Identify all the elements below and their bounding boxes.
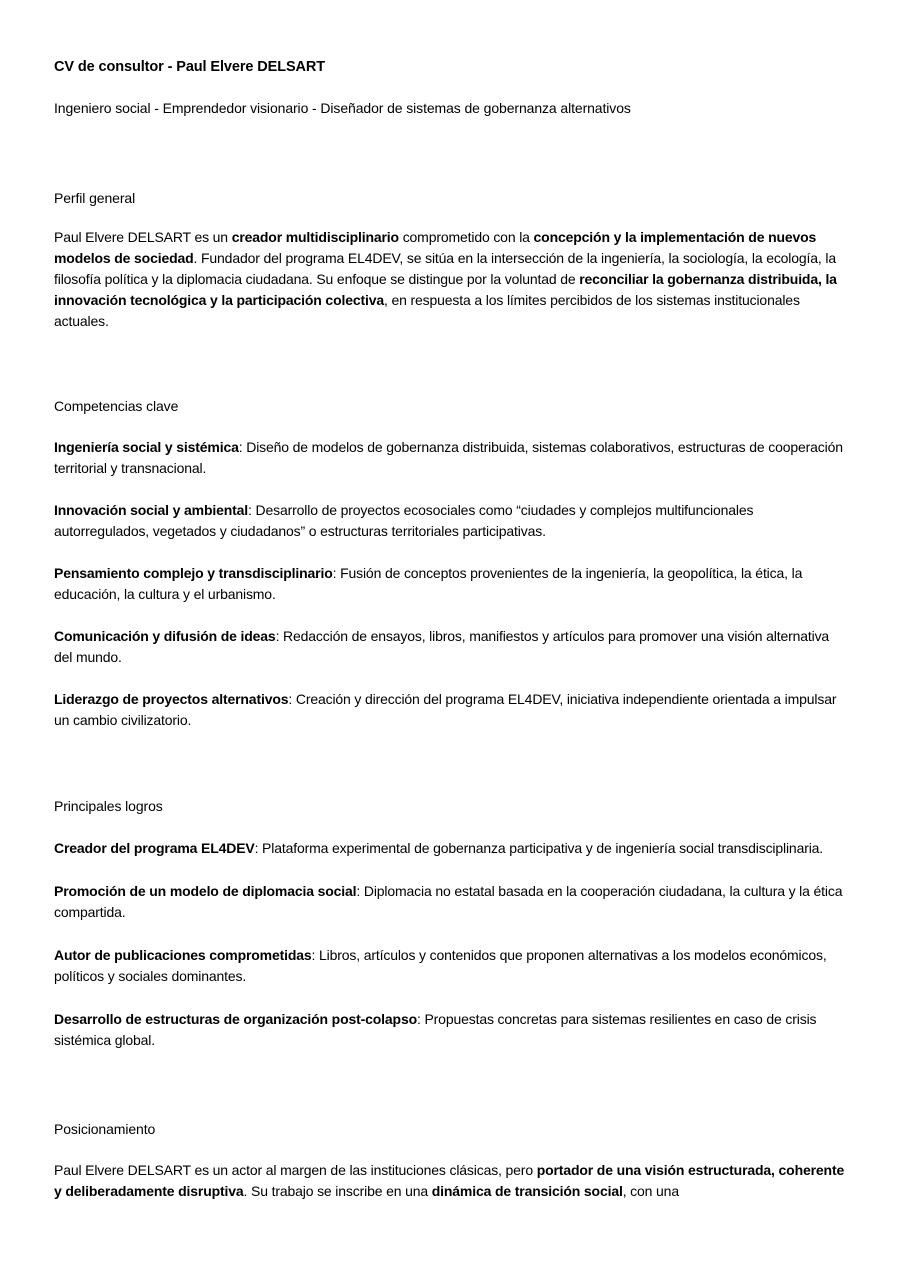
text-run: , con una (622, 1183, 679, 1199)
section-perfil-general (54, 118, 851, 332)
section-heading-perfil-general: Perfil general (54, 190, 136, 206)
list-item-description: : Propuestas concretas para sistemas resilientes en caso de crisis sistémica global. (54, 1011, 817, 1048)
section-heading-principales-logros: Principales logros (54, 798, 163, 814)
list-item-term: Ingeniería social y sistémica (54, 439, 239, 455)
section-principales-logros (54, 731, 851, 1051)
list-item-term: Comunicación y difusión de ideas (54, 628, 276, 644)
list-item (54, 416, 851, 479)
list-item-term: Innovación social y ambiental (54, 502, 249, 518)
section-heading-competencias-clave: Competencias clave (54, 398, 179, 414)
list-item (54, 668, 851, 731)
list-item-description: : Fusión de conceptos provenientes de la ingeniería, la geopolítica, la ética, la educación, la cultura y el urbanismo. (54, 565, 803, 602)
list-item (54, 479, 851, 542)
list-item (54, 816, 851, 859)
list-item-description: : Diseño de modelos de gobernanza distribuida, sistemas colaborativos, estructuras de cooperación territorial y transnacional. (54, 439, 843, 476)
section-competencias-clave (54, 332, 851, 731)
text-run-bold: portador de una visión estructurada, coherente y deliberadamente disruptiva (54, 1162, 845, 1199)
list-item-term: Liderazgo de proyectos alternativos (54, 691, 289, 707)
list-item-term: Desarrollo de estructuras de organización post-colapso (54, 1011, 417, 1027)
list-item-description: : Redacción de ensayos, libros, manifiestos y artículos para promover una visión alternativa del mundo. (54, 628, 830, 665)
list-item (54, 859, 851, 923)
section-posicionamiento (54, 1051, 851, 1202)
text-run-bold: concepción y la implementación de nuevos modelos de sociedad (54, 229, 817, 266)
list-item (54, 542, 851, 605)
list-item (54, 923, 851, 987)
section-heading-posicionamiento: Posicionamiento (54, 1121, 156, 1137)
text-run-bold: creador multidisciplinario (231, 229, 399, 245)
list-item-description: : Libros, artículos y contenidos que proponen alternativas a los modelos económicos, políticos y sociales dominantes. (54, 947, 827, 984)
document-content (54, 0, 851, 1202)
text-run: Paul Elvere DELSART es un actor al margen de las instituciones clásicas, pero (54, 1162, 537, 1178)
text-run: . Fundador del programa EL4DEV, se sitúa en la intersección de la ingeniería, la sociología, la ecología, la filosofía política y la diplomacia ciudadana. Su enfoque se distingue por la voluntad de (54, 250, 836, 287)
list-item (54, 605, 851, 668)
list-item-description: : Desarrollo de proyectos ecosociales como “ciudades y complejos multifuncionales autorregulados, vegetados y ciudadanos” o estructuras territoriales participativas. (54, 502, 754, 539)
list-item-description: : Diplomacia no estatal basada en la cooperación ciudadana, la cultura y la ética compartida. (54, 883, 843, 920)
page-title: CV de consultor - Paul Elvere DELSART (54, 59, 326, 75)
document-subtitle: Ingeniero social - Emprendedor visionario - Diseñador de sistemas de gobernanza alternativos (54, 100, 631, 116)
text-run-bold: dinámica de transición social (431, 1183, 623, 1199)
text-run: . Su trabajo se inscribe en una (243, 1183, 432, 1199)
list-item-term: Autor de publicaciones comprometidas (54, 947, 312, 963)
list-item-description: : Plataforma experimental de gobernanza participativa y de ingeniería social transdisciplinaria. (254, 840, 824, 856)
text-run: , en respuesta a los límites percibidos de los sistemas institucionales actuales. (54, 292, 800, 329)
list-item-term: Promoción de un modelo de diplomacia social (54, 883, 357, 899)
list-item (54, 987, 851, 1051)
text-run: comprometido con la (398, 229, 534, 245)
text-run: Paul Elvere DELSART es un (54, 229, 232, 245)
text-run-bold: reconciliar la gobernanza distribuida, la innovación tecnológica y la participación colectiva (54, 271, 837, 308)
list-item-term: Creador del programa EL4DEV (54, 840, 255, 856)
list-item-description: : Creación y dirección del programa EL4DEV, iniciativa independiente orientada a impulsar un cambio civilizatorio. (54, 691, 837, 728)
paragraph-posicionamiento (54, 1139, 851, 1202)
paragraph-perfil-general (54, 208, 851, 332)
list-item-term: Pensamiento complejo y transdisciplinario (54, 565, 333, 581)
